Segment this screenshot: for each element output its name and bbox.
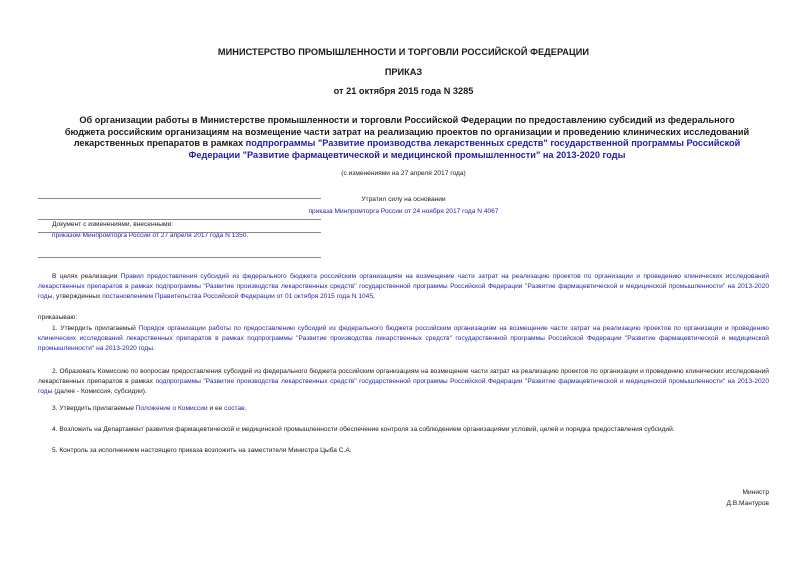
ministry-heading: МИНИСТЕРСТВО ПРОМЫШЛЕННОСТИ И ТОРГОВЛИ РОССИЙСКОЙ ФЕДЕРАЦИИ bbox=[217, 47, 590, 57]
date-number-heading: от 21 октября 2015 года N 3285 bbox=[333, 86, 474, 96]
order-word: приказываю: bbox=[38, 314, 78, 321]
preamble-rules-link[interactable]: Правил предоставления субсидий из федерального бюджета российским организациям на возмещение части затрат на реализацию проектов по организации и проведению клинических исследований лекарственных препаратов в рамках подпрограммы "Развитие производства лекарственных средств" государственной программы Российской Федерации "Развитие фармацевтической и медицинской промышленности" на 2013-2020 годы bbox=[38, 273, 769, 300]
item-3 bbox=[38, 404, 769, 414]
amended-note: (с изменениями на 27 апреля 2017 года) bbox=[341, 170, 466, 177]
divider-left-a bbox=[38, 232, 321, 233]
doc-type-heading: ПРИКАЗ bbox=[384, 67, 423, 77]
item-3-composition-link[interactable]: состав bbox=[224, 405, 245, 412]
item-2 bbox=[38, 367, 769, 396]
item-2-subprogram-link[interactable]: подпрограммы "Развитие производства лекарственных средств" государственной программы Российской Федерации "Развитие фармацевтической и медицинской промышленности" на 2013-2020 годы bbox=[38, 377, 770, 395]
preamble-text-3: , bbox=[373, 292, 375, 300]
preamble-resolution-link[interactable]: постановлением Правительства Российской Федерации от 01 октября 2015 года N 1045 bbox=[102, 292, 374, 300]
item-5: 5. Контроль за исполнением настоящего приказа возложить на заместителя Министра Цыба С.А. bbox=[52, 447, 352, 454]
signature-position: Министр bbox=[742, 489, 769, 496]
document-changes-label: Документ с изменениями, внесенными: bbox=[52, 221, 174, 228]
item-1 bbox=[38, 324, 769, 353]
preamble-text-1: В целях реализации bbox=[52, 273, 121, 280]
item-1-text: 1. Утвердить прилагаемый bbox=[52, 325, 139, 332]
signature-name: Д.В.Мантуров bbox=[726, 500, 769, 507]
item-2-text: 2. Образовать Комиссию по вопросам предоставления субсидий из федерального бюджета российским организациям на возмещение части затрат на реализацию проектов по организации и проведению клинических исследований лекарственных препаратов в рамках bbox=[38, 368, 769, 385]
lost-force-label: Утратил силу на основании bbox=[361, 196, 446, 203]
document-changes-link[interactable]: приказом Минпромторга России от 27 апреля 2017 года N 1350 bbox=[52, 231, 247, 239]
preamble-text-2: , утвержденных bbox=[52, 292, 103, 300]
title-subprogram-link[interactable]: подпрограммы "Развитие производства лекарственных средств" государственной программы Российской Федерации "Развитие фармацевтической и медицинской промышленности" на 2013-2020 годы bbox=[188, 138, 741, 160]
divider-left-b bbox=[38, 257, 321, 258]
lost-force-link[interactable]: приказа Минпромторга России от 24 ноября 2017 года N 4067 bbox=[308, 208, 499, 215]
item-4: 4. Возложить на Департамент развития фармацевтической и медицинской промышленности обеспечение контроля за соблюдением организациями условий, целей и порядка предоставления субсидий. bbox=[52, 426, 675, 433]
item-3-regulation-link[interactable]: Положение о Комиссии bbox=[135, 405, 208, 412]
item-3-mid: и ее bbox=[207, 405, 225, 412]
item-3-text: 3. Утвердить прилагаемые bbox=[52, 405, 136, 412]
preamble-paragraph bbox=[38, 272, 769, 301]
document-changes-block bbox=[52, 220, 352, 241]
title-text: Об организации работы в Министерстве промышленности и торговли Российской Федерации по предоставлению субсидий из федерального бюджета российским организациям на возмещение части затрат на реализацию проектов по организации и проведению клинических исследований лекарственных препаратов в рамках bbox=[64, 115, 750, 149]
document-title bbox=[62, 115, 752, 161]
item-1-end: . bbox=[152, 344, 155, 352]
document-changes-period: . bbox=[246, 231, 249, 239]
item-2-end: (далее - Комиссия, субсидии). bbox=[52, 387, 147, 395]
item-1-procedure-link[interactable]: Порядок организации работы по предоставлению субсидий из федерального бюджета российским организациям на возмещение части затрат на реализацию проектов по организации и проведению клинических исследований лекарственных препаратов в рамках подпрограммы "Развитие производства лекарственных средств" государственной программы Российской Федерации "Развитие фармацевтической и медицинской промышленности" на 2013-2020 годы bbox=[38, 325, 769, 352]
item-3-end: . bbox=[244, 405, 247, 412]
